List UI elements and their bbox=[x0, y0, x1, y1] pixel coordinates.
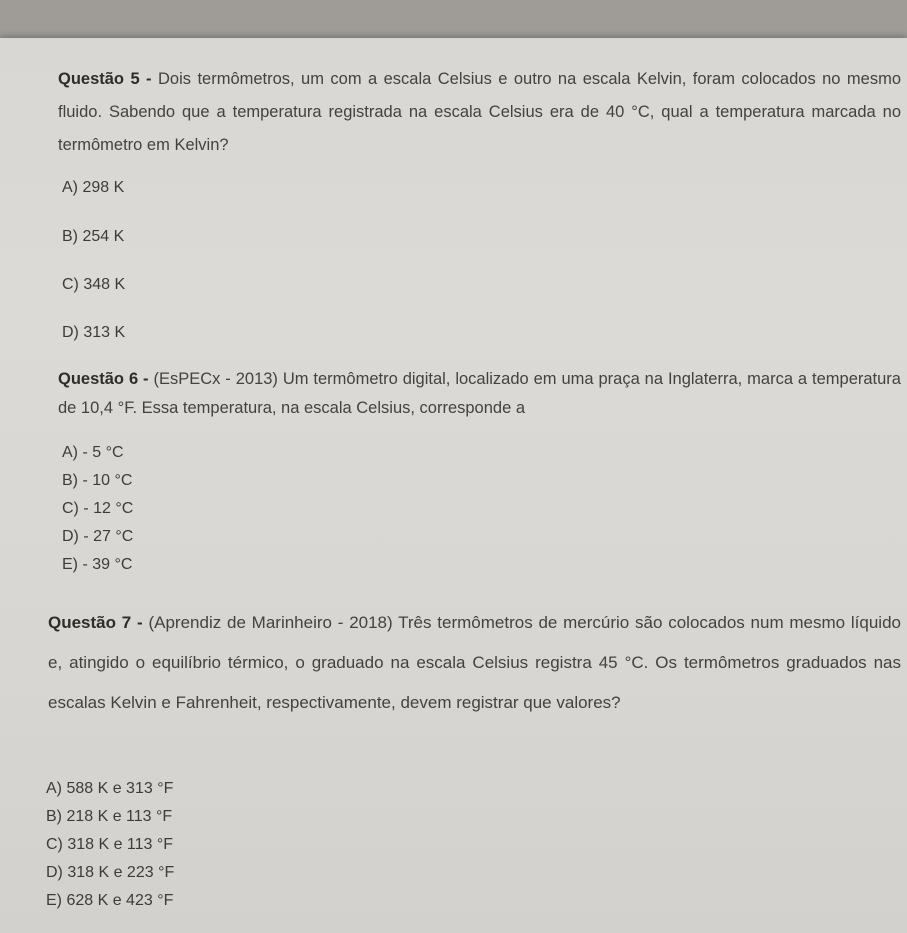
question-7-option-b[interactable]: B) 218 K e 113 °F bbox=[46, 808, 173, 825]
question-7-text: (Aprendiz de Marinheiro - 2018) Três termômetros de mercúrio são colocados num mesmo líquido e, atingido o equilíbrio térmico, o graduado na escala Celsius registra 45 °C. Os termômetros graduados nas escalas Kelvin e Fahrenheit, respectivamente, devem registrar que valores? bbox=[48, 613, 901, 712]
question-5-text: Dois termômetros, um com a escala Celsius e outro na escala Kelvin, foram colocados no mesmo fluido. Sabendo que a temperatura registrada na escala Celsius era de 40 °C, qual a temperatura marcada no termômetro em Kelvin? bbox=[58, 70, 901, 154]
question-5-title: Questão 5 - bbox=[58, 70, 152, 88]
question-6-option-c[interactable]: C) - 12 °C bbox=[62, 500, 134, 517]
question-5-option-b[interactable]: B) 254 K bbox=[62, 228, 125, 245]
exam-sheet bbox=[0, 38, 907, 933]
question-7-option-c[interactable]: C) 318 K e 113 °F bbox=[46, 836, 174, 853]
question-5-option-c[interactable]: C) 348 K bbox=[62, 276, 126, 293]
question-5-option-a[interactable]: A) 298 K bbox=[62, 179, 125, 196]
question-7-title: Questão 7 - bbox=[48, 613, 143, 632]
question-7-option-d[interactable]: D) 318 K e 223 °F bbox=[46, 864, 175, 881]
question-5-option-d[interactable]: D) 313 K bbox=[62, 324, 126, 341]
question-7-option-a[interactable]: A) 588 K e 313 °F bbox=[46, 780, 174, 797]
question-6-title: Questão 6 - bbox=[58, 370, 149, 388]
question-7-option-e[interactable]: E) 628 K e 423 °F bbox=[46, 892, 174, 909]
question-5 bbox=[58, 63, 901, 162]
question-6-text: (EsPECx - 2013) Um termômetro digital, localizado em uma praça na Inglaterra, marca a temperatura de 10,4 °F. Essa temperatura, na escala Celsius, corresponde a bbox=[58, 370, 901, 417]
question-6-option-d[interactable]: D) - 27 °C bbox=[62, 528, 134, 545]
question-6-option-a[interactable]: A) - 5 °C bbox=[62, 444, 124, 461]
question-6-option-b[interactable]: B) - 10 °C bbox=[62, 472, 133, 489]
question-6 bbox=[58, 365, 901, 423]
question-7 bbox=[48, 603, 901, 723]
question-6-option-e[interactable]: E) - 39 °C bbox=[62, 556, 133, 573]
